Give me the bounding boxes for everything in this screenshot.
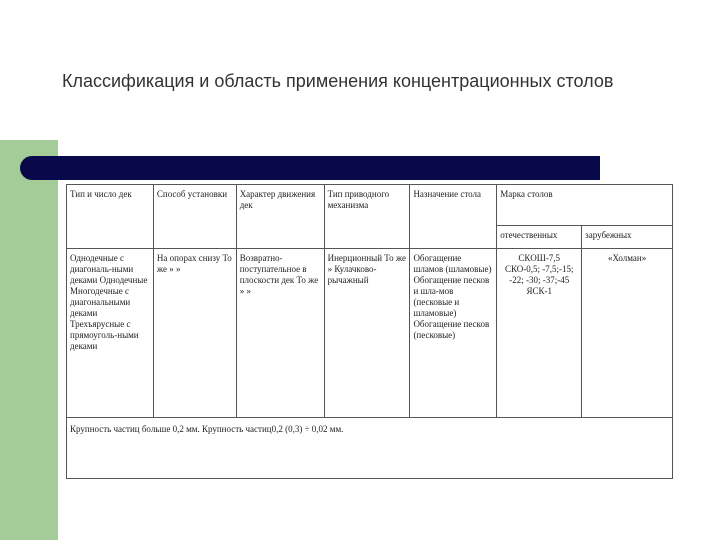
slide-title: Классификация и область применения концентрационных столов: [62, 71, 614, 91]
cell-drive-type: Инерционный То же » Кулачково-рычажный: [324, 249, 410, 418]
cell-purpose: Обогащение шламов (шламовые) Обогащение песков и шла-мов (песковые и шламовые) Обогащение песков (песковые): [410, 249, 497, 418]
header-motion-character: Характер движения дек: [236, 185, 324, 249]
header-domestic: отечественных: [497, 226, 582, 249]
header-foreign: зарубежных: [582, 226, 673, 249]
header-row: [67, 185, 673, 226]
cell-footer: Крупность частиц больше 0,2 мм. Крупность частиц0,2 (0,3) ÷ 0,02 мм.: [67, 418, 673, 479]
cell-type-decks: Однодечные с диагональ-ными деками Однодечные Многодечные с диагональными деками Трехъярусные с прямоуголь-ными деками: [67, 249, 154, 418]
header-drive-type: Тип приводного механизма: [324, 185, 410, 249]
cell-mount-method: На опорах снизу То же » »: [153, 249, 236, 418]
header-mount-method: Способ установки: [153, 185, 236, 249]
header-brand: Марка столов: [497, 185, 673, 226]
cell-domestic: СКОШ-7,5 СКО-0,5; -7,5;-15; -22; -30; -37;-45 ЯСК-1: [497, 249, 582, 418]
table-row: [67, 249, 673, 418]
classification-table: [66, 184, 673, 479]
cell-foreign: «Холман»: [582, 249, 673, 418]
title-underline-bar: [20, 156, 600, 180]
cell-motion-character: Возвратно-поступательное в плоскости дек То же » »: [236, 249, 324, 418]
header-type-decks: Тип и число дек: [67, 185, 154, 249]
footer-row: [67, 418, 673, 479]
header-purpose: Назначение стола: [410, 185, 497, 249]
